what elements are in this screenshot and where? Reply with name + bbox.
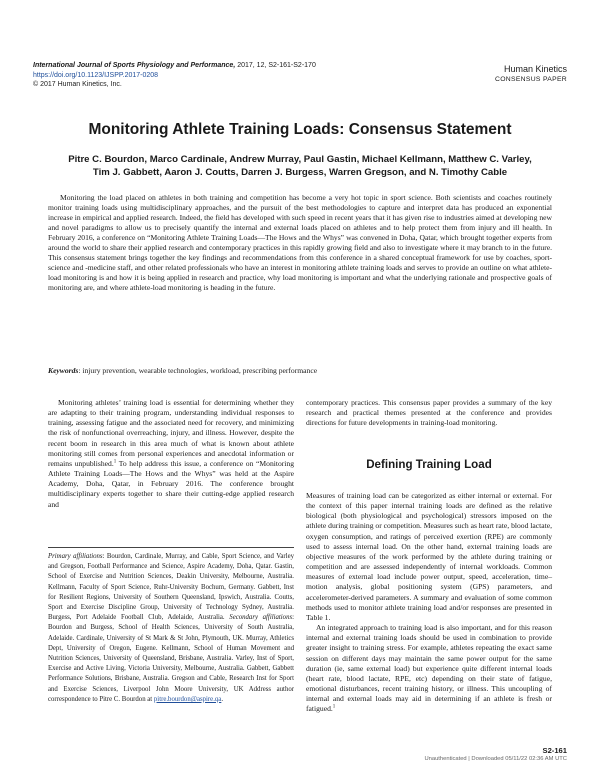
publisher-name: Human Kinetics: [503, 64, 567, 74]
affiliation-divider: [48, 547, 294, 548]
article-title: Monitoring Athlete Training Loads: Consensus Statement: [88, 121, 512, 138]
intro-ref[interactable]: 1: [113, 459, 117, 465]
download-watermark: Unauthenticated | Downloaded 05/11/22 02:36 AM UTC: [424, 756, 567, 762]
intro-continuation: contemporary practices. This consensus paper provides a summary of the key research and practical themes presented at the conference and provides directions for future developments in training-load monitoring.: [306, 398, 552, 428]
page-number: S2-161: [542, 746, 567, 755]
author-list: [48, 153, 552, 179]
doi-link[interactable]: https://doi.org/10.1123/IJSPP.2017-0208: [33, 71, 159, 79]
citation: 2017, 12, S2-161-S2-170: [237, 62, 316, 69]
keywords: Keywords: injury prevention, wearable technologies, workload, prescribing performance: [48, 366, 318, 375]
affiliations: Primary affiliations: Bourdon, Cardinale, Murray, and Cable, Sport Science, and Varley and Gregson, Football Performance and Science, Aspire Academy, Doha, Qatar. Gastin, School of Exercise and Nutrition Sciences, Deakin University, Melbourne, Australia. Kellmann, Faculty of Sport Science, Ruhr-University Bochum, Germany. Gabbett, Inst for Resilient Regions, University of Southern Queensland, Ipswich, Australia. Coutts, Sport and Exercise Discipline Group, University of Technology Sydney, Australia. Burgess, Port Adelaide Football Club, Adelaide, Australia. Secondary affiliations: Bourdon and Burgess, School of Health Sciences, University of South Australia, Adelaide. Cardinale, University of St Mark & St John, Plymouth, UK. Murray, Athletics Dept, University of Oregon, Eugene. Kellmann, School of Human Movement and Nutrition Sciences, University of Queensland, Brisbane, Australia. Varley, Inst of Sport, Exercise and Active Living, Victoria University, Melbourne, Australia. Gabbett, Gabbett Performance Solutions, Brisbane, Australia. Gregson and Cable, Research Inst for Sport and Exercise Sciences, Liverpool John Moore University, UK Address author correspondence to Pitre C. Bourdon at pitre.bourdon@aspire.qa.: [48, 553, 295, 703]
intro-paragraph: Monitoring athletes’ training load is essential for determining whether they are adapting to their training program, understanding individual responses to training, assessing fatigue and the associated need for recovery, and minimizing the risk of nonfunctional overreaching, injury, and illness. However, despite the recent boom in research in this area much of what is known about athlete monitoring still comes from personal experiences and anecdotal information or remains unpublished.$^1$ To help address this issue, a conference on “Monitoring Athlete Training Loads—The Hows and the Whys” was held at the Aspire Academy, Doha, Qatar, in February 2016. The conference brought multidisciplinary experts together to share their cutting-edge applied research and: [48, 398, 294, 509]
journal-name: International Journal of Sports Physiology and Performance,: [33, 62, 236, 69]
primary-affiliations-label: Primary affiliations: [48, 553, 103, 560]
copyright: © 2017 Human Kinetics, Inc.: [33, 81, 122, 89]
intro-column: [48, 398, 294, 510]
authors-line-2: Tim J. Gabbett, Aaron J. Coutts, Darren J. Burgess, Warren Gregson, and N. Timothy Cable: [92, 167, 508, 178]
section-paragraph-1: Measures of training load can be categorized as either internal or external. For the context of this paper internal training loads are defined as the relative biological (both physiological and psychological) stressors imposed on the athlete during training or competition. Measures such as heart rate, blood lactate, oxygen consumption, and ratings of perceived exertion (RPE) are commonly used to assess internal load. On the other hand, external training loads are objective measures of the work performed by the athlete during training or competition and are assessed independently of internal workloads. Common measures of external load include power output, speed, acceleration, time–motion analysis, global positioning system (GPS) parameters, and accelerometer-derived parameters. A summary and evaluation of some common methods used to monitor athlete training load and/or responses are presented in Table 1.: [306, 491, 552, 622]
secondary-affiliations-label: Secondary affiliations: [229, 614, 293, 622]
section-paragraph-2: An integrated approach to training load is also important, and for this reason internal and external training loads should be used in combination to provide greater insight to training stress. For example, athletes repeating the exact same session on different days may maintain the same power output for the same duration (ie, same external load) but experience quite different internal loads (heart rate, blood lactate, RPE, etc) depending on their state of fatigue, emotional disturbances, recent training history, or illness. This uncoupling of internal and external loads may aid in determining if an athlete is fresh or fatigued.$^1$: [306, 623, 552, 714]
abstract: Monitoring the load placed on athletes in both training and competition has become a very hot topic in sport science. Both scientists and coaches routinely monitor training loads using multidisciplinary approaches, and the pursuit of the best methodologies to capture and interpret data has produced an exponential increase in empirical and applied research. Indeed, the field has developed with such speed in recent years that it has given rise to industries aimed at developing new and novel paradigms to allow us to precisely quantify the internal and external loads placed on athletes and to help protect them from injury and ill health. In February 2016, a conference on “Monitoring Athlete Training Loads—The Hows and the Whys” was convened in Doha, Qatar, which brought together experts from around the world to share their applied research and contemporary practices in this rapidly growing field and also to investigate where it may branch to in the future. This consensus statement brings together the key findings and recommendations from this conference in a shared conceptual framework for use by coaches, sport-science and -medicine staff, and other related professionals who have an interest in monitoring athlete training loads and serves to provide an outline on what athlete-load monitoring is and how it is being applied in research and practice, why load monitoring is important and what the underlying rationale and prospective goals of monitoring are, and where athlete-load monitoring is heading in the future.: [48, 193, 552, 293]
section-body: [306, 491, 552, 714]
article-type: CONSENSUS PAPER: [495, 75, 567, 83]
journal-header: [33, 61, 316, 90]
publisher-block: [495, 64, 567, 85]
authors-line-1: Pitre C. Bourdon, Marco Cardinale, Andrew Murray, Paul Gastin, Michael Kellmann, Matthew C. Varley,: [68, 154, 532, 165]
keywords-label: Keywords: [48, 366, 79, 375]
keywords-text: injury prevention, wearable technologies, workload, prescribing performance: [82, 366, 318, 375]
section-ref[interactable]: 1: [332, 704, 336, 710]
author-email-link[interactable]: pitre.bourdon@aspire.qa: [153, 695, 222, 703]
section-heading: Defining Training Load: [366, 458, 492, 471]
